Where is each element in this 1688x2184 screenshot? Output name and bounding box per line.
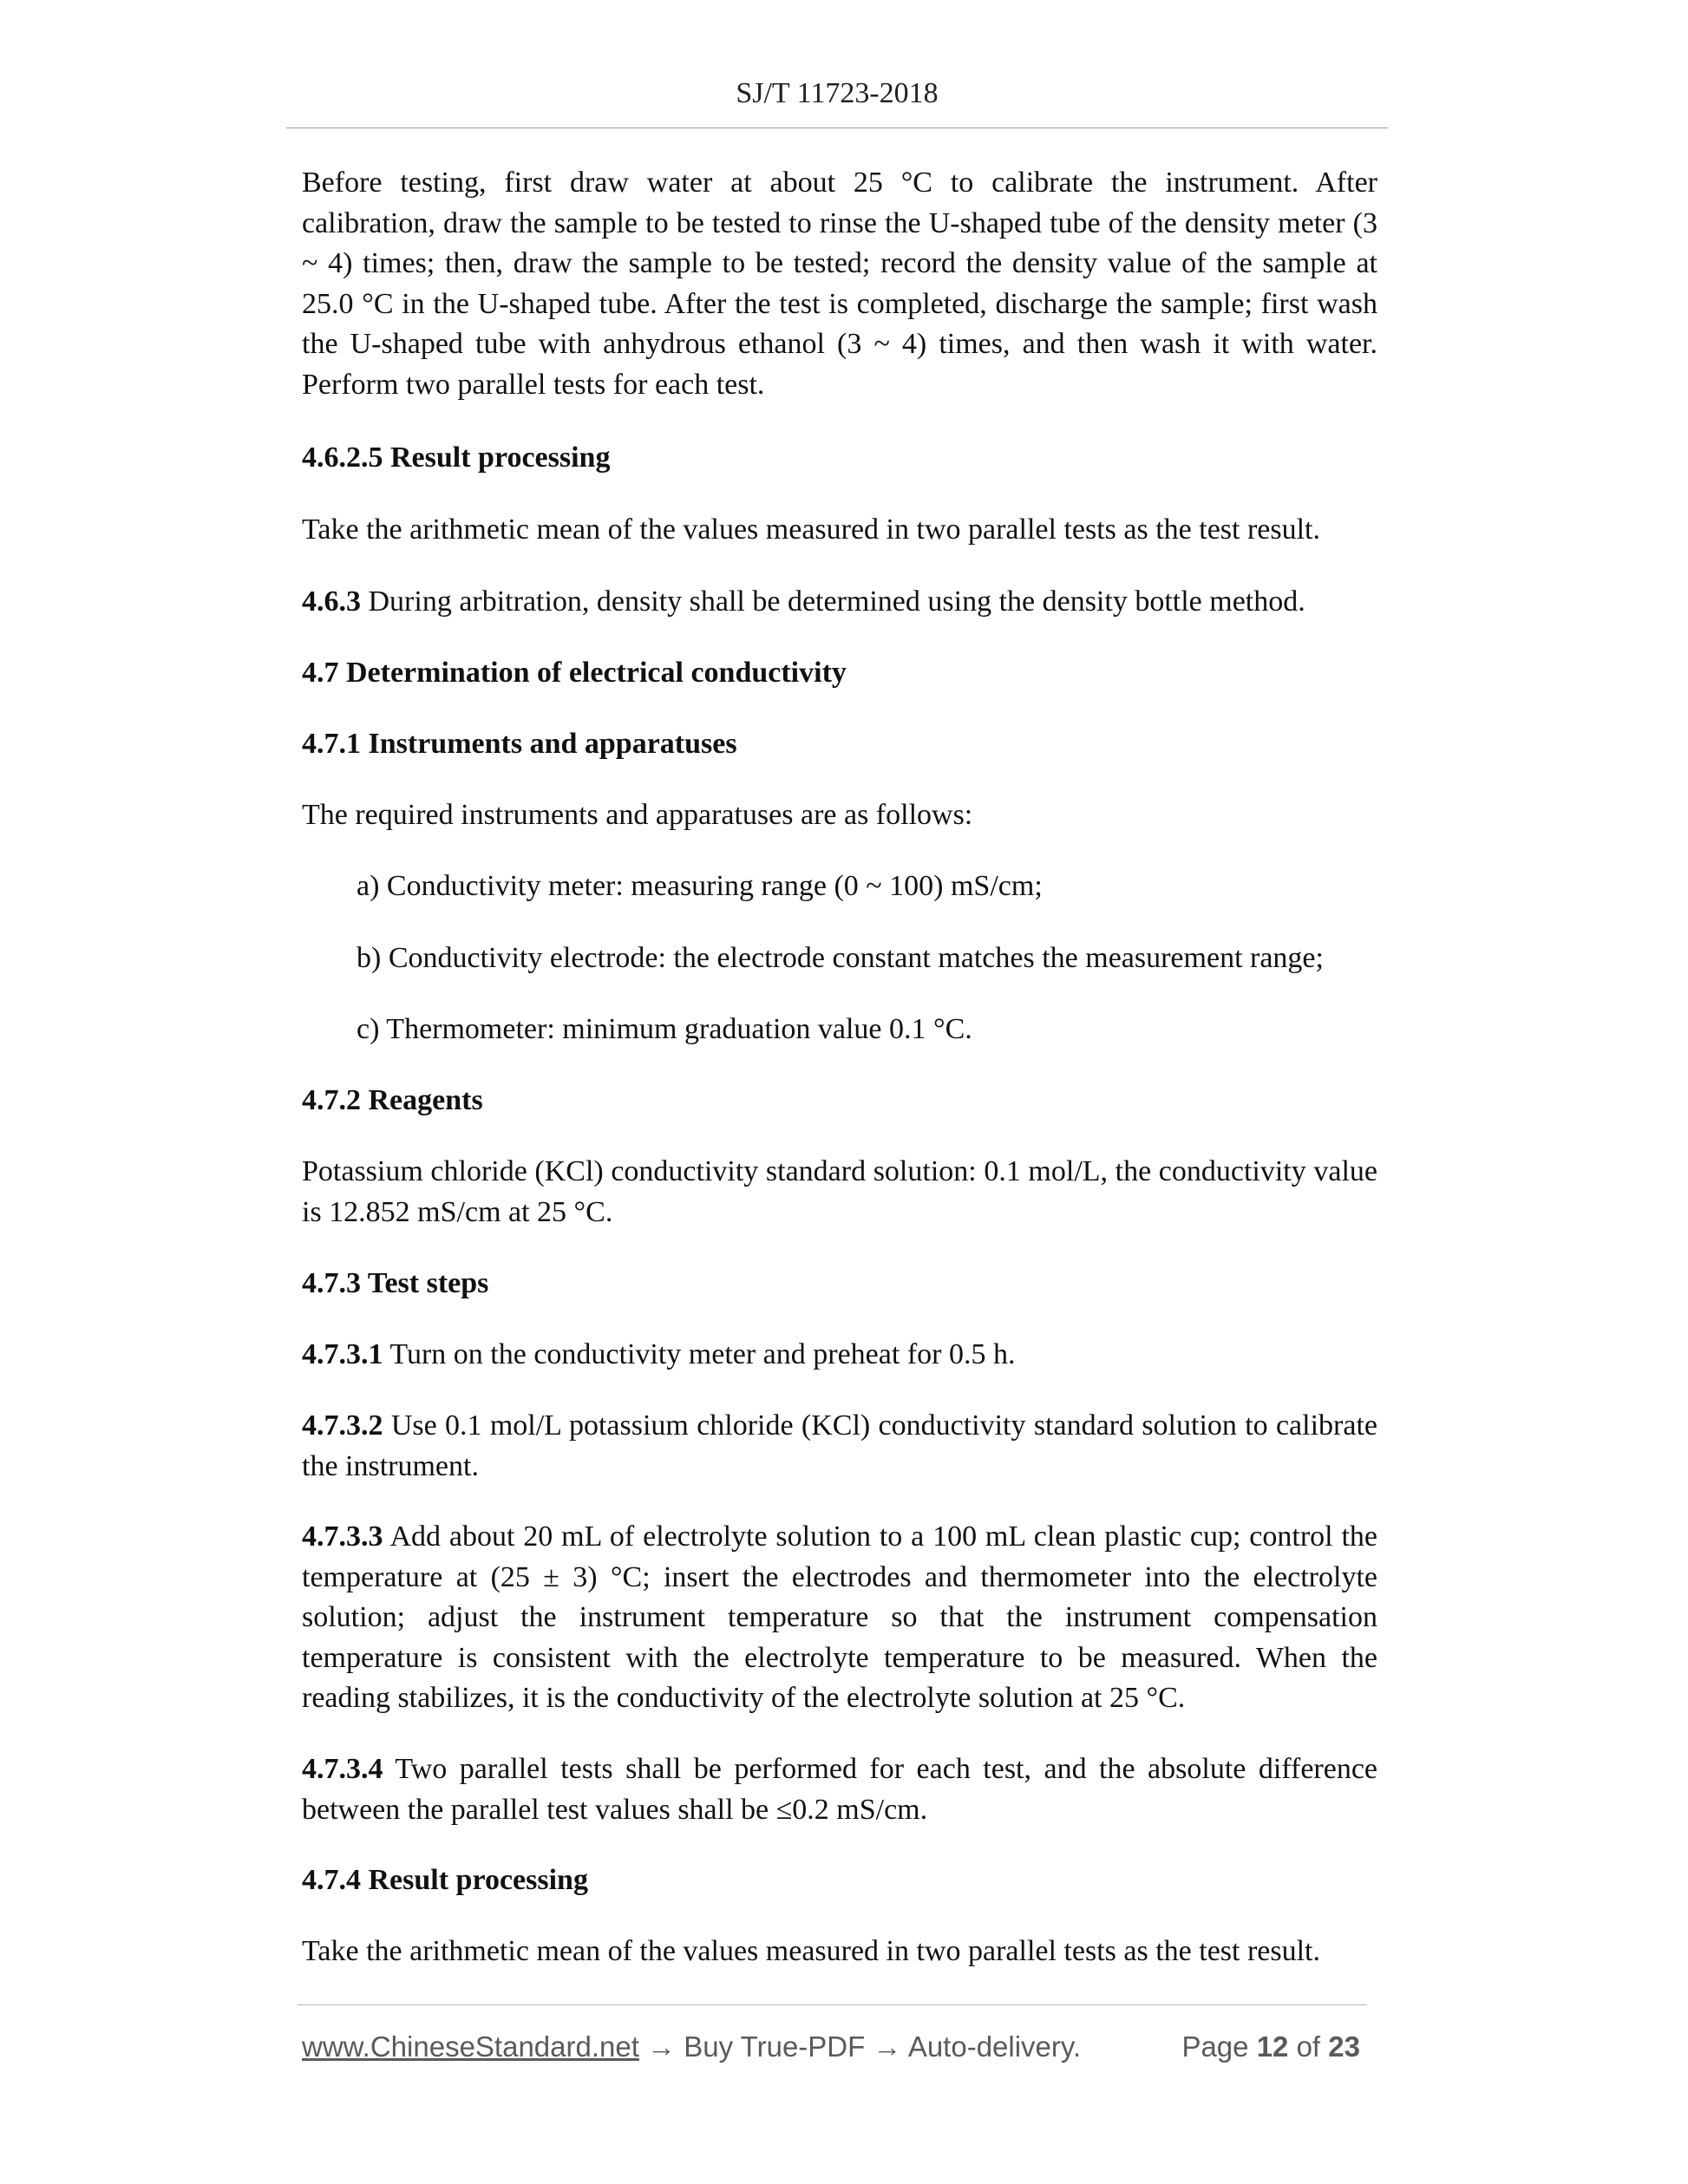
page-footer: [302, 2026, 1369, 2068]
heading-4-7: 4.7 Determination of electrical conductivity: [302, 657, 847, 689]
paragraph-reagents: Potassium chloride (KCl) conductivity standard solution: 0.1 mol/L, the conductivity value is 12.852 mS/cm at 25 °C.: [302, 1155, 1377, 1228]
paragraph-density-procedure: Before testing, first draw water at about 25 °C to calibrate the instrument. After calibration, draw the sample to be tested to rinse the U-shaped tube of the density meter (3 ~ 4) times; then, draw the sample to be tested; record the density value of the sample at 25.0 °C in the U-shaped tube. After the test is completed, discharge the sample; first wash the U-shaped tube with anhydrous ethanol (3 ~ 4) times, and then wash it with water. Perform two parallel tests for each test.: [302, 167, 1377, 401]
promo-text: → Buy True-PDF → Auto-delivery.: [638, 2030, 1082, 2063]
clause-number: 4.7.3.3: [302, 1520, 383, 1553]
clause-number: 4.7.3.1: [302, 1338, 383, 1370]
page-total: 23: [1328, 2030, 1360, 2063]
running-header: SJ/T 11723-2018: [286, 73, 1388, 128]
heading-4-6-2-5: 4.6.2.5 Result processing: [302, 441, 611, 474]
list-item-b: b) Conductivity electrode: the electrode constant matches the measurement range;: [357, 942, 1324, 974]
of-label: of: [1296, 2030, 1321, 2063]
clause-text: Two parallel tests shall be performed for each test, and the absolute difference between the parallel test values shall be ≤0.2 mS/cm.: [302, 1753, 1377, 1826]
clause-4-7-3-1: [302, 1335, 1377, 1376]
clause-number: 4.7.3.2: [302, 1409, 383, 1442]
clause-4-7-3-3: [302, 1517, 1377, 1719]
clause-text: Add about 20 mL of electrolyte solution to a 100 mL clean plastic cup; control the temperature at (25 ± 3) °C; insert the electrodes and thermometer into the electrolyte solution; adjust the instrument temperature so that the instrument compensation temperature is consistent with the electrolyte temperature to be measured. When the reading stabilizes, it is the conductivity of the electrolyte solution at 25 °C.: [302, 1520, 1377, 1714]
site-link[interactable]: www.ChineseStandard.net: [302, 2030, 639, 2063]
page-label: Page: [1181, 2030, 1249, 2063]
clause-text: Use 0.1 mol/L potassium chloride (KCl) conductivity standard solution to calibrate the instrument.: [302, 1409, 1377, 1482]
page-indicator: [1181, 2026, 1360, 2068]
paragraph-instruments-intro: The required instruments and apparatuses are as follows:: [302, 799, 973, 831]
clause-4-6-3: [302, 582, 1377, 623]
clause-4-7-3-4: [302, 1749, 1377, 1830]
paragraph-result-4-6: Take the arithmetic mean of the values measured in two parallel tests as the test result.: [302, 513, 1320, 546]
heading-4-7-2: 4.7.2 Reagents: [302, 1084, 483, 1116]
paragraph-result-4-7: Take the arithmetic mean of the values measured in two parallel tests as the test result.: [302, 1935, 1320, 1967]
heading-4-7-1: 4.7.1 Instruments and apparatuses: [302, 728, 737, 760]
footer-promo: [302, 2026, 1081, 2068]
clause-4-7-3-2: [302, 1406, 1377, 1487]
clause-number: 4.6.3: [302, 585, 361, 618]
clause-text: Turn on the conductivity meter and preheat for 0.5 h.: [383, 1338, 1016, 1370]
heading-4-7-3: 4.7.3 Test steps: [302, 1267, 489, 1299]
clause-number: 4.7.3.4: [302, 1753, 383, 1785]
clause-text: During arbitration, density shall be determined using the density bottle method.: [361, 585, 1305, 618]
list-item-a: a) Conductivity meter: measuring range (0 ~ 100) mS/cm;: [357, 870, 1043, 902]
page-current: 12: [1256, 2030, 1289, 2063]
list-item-c: c) Thermometer: minimum graduation value 0.1 °C.: [357, 1013, 972, 1045]
footer-divider: [298, 2004, 1367, 2005]
heading-4-7-4: 4.7.4 Result processing: [302, 1864, 588, 1896]
